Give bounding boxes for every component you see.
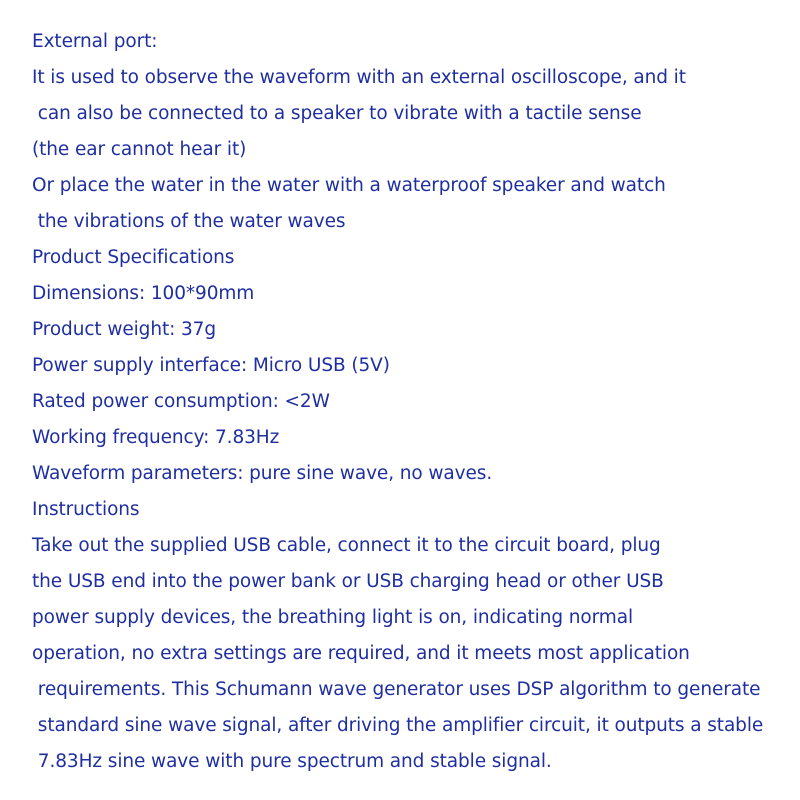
heading-product-specifications: Product Specifications <box>32 247 235 268</box>
text-line: Or place the water in the water with a waterproof speaker and watch <box>32 175 666 196</box>
heading-external-port: External port: <box>32 31 158 52</box>
text-line: standard sine wave signal, after driving the amplifier circuit, it outputs a stable <box>32 715 764 736</box>
spec-dimensions: Dimensions: 100*90mm <box>32 283 255 304</box>
text-line: It is used to observe the waveform with an external oscilloscope, and it <box>32 67 686 88</box>
spec-power-interface: Power supply interface: Micro USB (5V) <box>32 355 390 376</box>
text-line: Take out the supplied USB cable, connect it to the circuit board, plug <box>32 535 661 556</box>
spec-waveform-parameters: Waveform parameters: pure sine wave, no waves. <box>32 463 493 484</box>
text-line: (the ear cannot hear it) <box>32 139 247 160</box>
spec-weight: Product weight: 37g <box>32 319 216 340</box>
text-line: power supply devices, the breathing light is on, indicating normal <box>32 607 633 628</box>
text-line: can also be connected to a speaker to vibrate with a tactile sense <box>32 103 642 124</box>
text-line: the vibrations of the water waves <box>32 211 346 232</box>
document-body <box>32 24 792 780</box>
heading-instructions: Instructions <box>32 499 140 520</box>
text-line: operation, no extra settings are required, and it meets most application <box>32 643 690 664</box>
spec-working-frequency: Working frequency: 7.83Hz <box>32 427 280 448</box>
spec-power-consumption: Rated power consumption: <2W <box>32 391 330 412</box>
text-line: 7.83Hz sine wave with pure spectrum and stable signal. <box>32 751 552 772</box>
text-line: requirements. This Schumann wave generator uses DSP algorithm to generate <box>32 679 761 700</box>
text-line: the USB end into the power bank or USB charging head or other USB <box>32 571 664 592</box>
